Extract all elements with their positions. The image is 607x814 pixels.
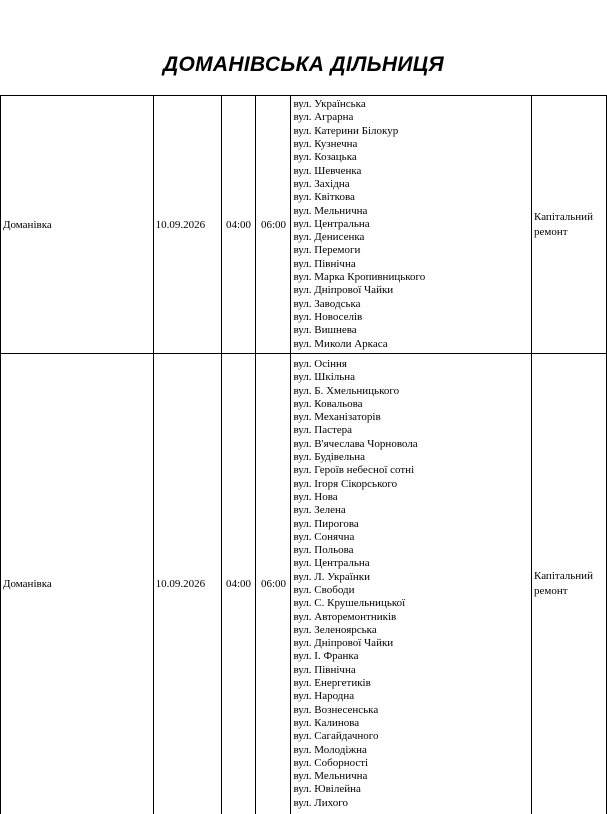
- street-item: вул. Шкільна: [293, 371, 356, 384]
- street-item: вул. Дніпрової Чайки: [293, 284, 394, 297]
- date-cell: 10.09.2026: [153, 354, 221, 814]
- street-item: вул. Вознесенська: [293, 703, 379, 716]
- street-item: вул. Авторемонтників: [293, 610, 397, 623]
- table-row: [1, 96, 607, 354]
- street-item: вул. Будівельна: [293, 451, 366, 464]
- street-item: вул. Мельнична: [293, 204, 368, 217]
- street-item: вул. Героїв небесної сотні: [293, 464, 415, 477]
- street-item: вул. Лихого: [293, 796, 348, 809]
- street-item: вул. Мельнична: [293, 770, 368, 783]
- street-item: вул. Північна: [293, 663, 356, 676]
- street-item: вул. Молодіжна: [293, 743, 367, 756]
- street-item: вул. Українська: [293, 98, 366, 111]
- streets-cell: [291, 354, 532, 814]
- street-item: вул. Дніпрової Чайки: [293, 637, 394, 650]
- street-item: вул. Ювілейна: [293, 783, 361, 796]
- street-item: вул. Народна: [293, 690, 355, 703]
- schedule-table: [0, 95, 607, 814]
- street-item: вул. Ковальова: [293, 397, 363, 410]
- street-item: вул. В'ячеслава Чорновола: [293, 437, 418, 450]
- street-item: вул. Марка Кропивницького: [293, 271, 426, 284]
- street-item: вул. Миколи Аркаса: [293, 337, 388, 350]
- street-item: вул. Калинова: [293, 716, 360, 729]
- street-item: вул. Центральна: [293, 557, 370, 570]
- street-item: вул. Пирогова: [293, 517, 359, 530]
- street-item: вул. І. Франка: [293, 650, 359, 663]
- street-item: вул. Квіткова: [293, 191, 355, 204]
- street-item: вул. Сагайдачного: [293, 730, 379, 743]
- street-item: вул. Зеленоярська: [293, 623, 377, 636]
- street-item: вул. Пастера: [293, 424, 353, 437]
- street-item: вул. Шевченка: [293, 164, 362, 177]
- street-item: вул. Новоселів: [293, 310, 363, 323]
- street-item: вул. Кузнечна: [293, 138, 358, 151]
- street-item: вул. Соборності: [293, 756, 369, 769]
- end-time-cell: 06:00: [256, 96, 291, 354]
- end-time-cell: 06:00: [256, 354, 291, 814]
- table-row: [1, 354, 607, 814]
- street-item: вул. Західна: [293, 177, 350, 190]
- street-item: вул. Енергетиків: [293, 677, 371, 690]
- street-item: вул. Свободи: [293, 584, 355, 596]
- work-type-cell: Капітальний ремонт: [532, 96, 607, 354]
- page-title: ДОМАНІВСЬКА ДІЛЬНИЦЯ: [163, 53, 444, 76]
- street-item: вул. Північна: [293, 257, 356, 270]
- date-cell: 10.09.2026: [153, 96, 221, 354]
- streets-cell: [291, 96, 532, 354]
- street-item: вул. Козацька: [293, 151, 357, 164]
- street-item: вул. Ігоря Сікорського: [293, 477, 398, 490]
- street-item: вул. Польова: [293, 544, 354, 557]
- street-item: вул. Нова: [293, 490, 338, 503]
- street-item: вул. Л. Українки: [293, 570, 370, 583]
- street-item: вул. Б. Хмельницького: [293, 384, 400, 397]
- street-item: вул. Заводська: [293, 297, 361, 310]
- street-item: вул. Денисенка: [293, 231, 365, 244]
- street-item: вул. Вишнева: [293, 324, 357, 337]
- start-time-cell: 04:00: [221, 354, 256, 814]
- street-item: вул. Механізаторів: [293, 411, 381, 424]
- locality-cell: Доманівка: [1, 354, 154, 814]
- street-item: вул. Зелена: [293, 504, 346, 517]
- street-item: вул. Центральна: [293, 217, 370, 230]
- street-item: вул. С. Крушельницької: [293, 597, 406, 610]
- start-time-cell: 04:00: [221, 96, 256, 354]
- street-item: вул. Сонячна: [293, 530, 355, 543]
- work-type-cell: Капітальний ремонт: [532, 354, 607, 814]
- street-item: вул. Аграрна: [293, 111, 354, 124]
- locality-cell: Доманівка: [1, 96, 154, 354]
- street-item: вул. Осіння: [293, 357, 347, 370]
- street-item: вул. Катерини Білокур: [293, 124, 399, 137]
- street-item: вул. Перемоги: [293, 244, 361, 257]
